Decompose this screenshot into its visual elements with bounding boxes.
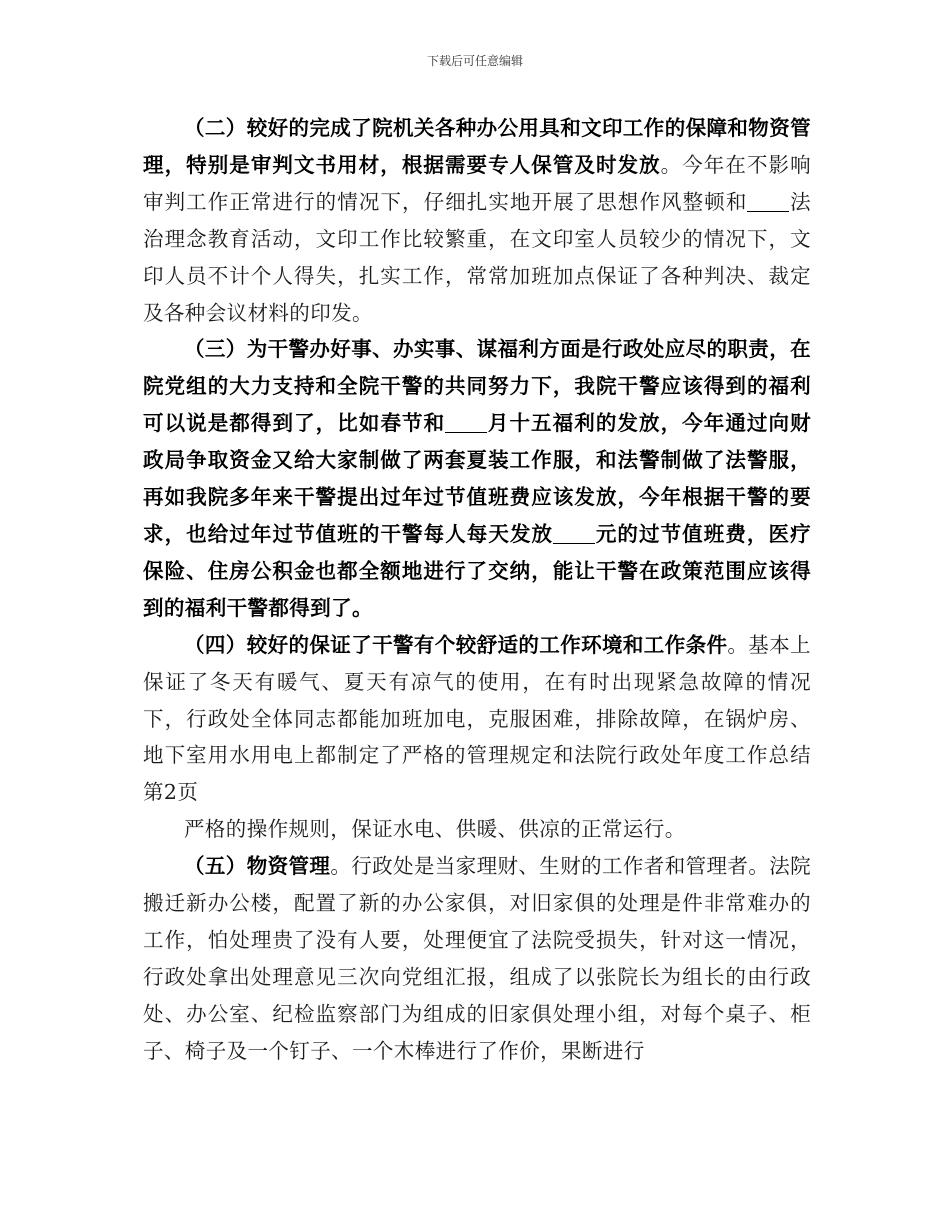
paragraph-2 [143, 110, 811, 331]
paragraph-3-text-a: （三）为干警办好事、办实事、谋福利方面是行政处应尽的职责，在院党组的大力支持和全院干警的共同努力下，我院干警应该得到的福利可以说是都得到了，比如春节和 [143, 337, 811, 436]
paragraph-3-text-b: 月十五福利的发放，今年通过向财政局争取资金又给大家制做了两套夏装工作服，和法警制做了法警服，再如我院多年来干警提出过年过节值班费应该发放，今年根据干警的要求，也给过年过节值班的干警每人每天发放 [143, 411, 811, 546]
paragraph-5 [143, 848, 811, 1069]
paragraph-2-bold: （二）较好的完成了院机关各种办公用具和文印工作的保障和物资管理，特别是审判文书用材，根据需要专人保管及时发放 [143, 116, 811, 177]
paragraph-3-text-c: 元的过节值班费，医疗保险、住房公积金也都全额地进行了交纳，能让干警在政策范围应该得到的福利干警都得到了。 [143, 521, 811, 620]
paragraph-2-text-b: 法治理念教育活动，文印工作比较繁重，在文印室人员较少的情况下，文印人员不计个人得失，扎实工作，常常加班加点保证了各种判决、裁定及各种会议材料的印发。 [143, 189, 811, 325]
paragraph-4-text: 。基本上保证了冬天有暖气、夏天有凉气的使用，在有时出现紧急故障的情况下，行政处全体同志都能加班加电，克服困难，排除故障，在锅炉房、地下室用水用电上都制定了严格的管理规定和法院行政处年度工作总结第2页 [143, 632, 812, 805]
blank-underline [553, 522, 595, 544]
page-header: 下载后可任意编辑 [426, 54, 523, 68]
paragraph-4 [143, 627, 811, 812]
blank-underline [747, 190, 789, 212]
document-body [143, 110, 811, 1070]
blank-underline [445, 412, 487, 434]
paragraph-4-continuation [143, 811, 811, 848]
paragraph-5-bold: （五）物资管理 [184, 854, 331, 879]
paragraph-3 [143, 331, 811, 626]
paragraph-2-text-a: 。今年在不影响审判工作正常进行的情况下，仔细扎实地开展了思想作风整顿和 [143, 152, 811, 214]
paragraph-4-bold: （四）较好的保证了干警有个较舒适的工作环境和工作条件 [184, 632, 728, 657]
paragraph-4b-text: 严格的操作规则，保证水电、供暖、供凉的正常运行。 [184, 817, 686, 842]
paragraph-5-text: 。行政处是当家理财、生财的工作者和管理者。法院搬迁新办公楼，配置了新的办公家俱，对旧家俱的处理是件非常难办的工作，怕处理贵了没有人要，处理便宜了法院受损失，针对这一情况，行政处拿出处理意见三次向党组汇报，组成了以张院长为组长的由行政处、办公室、纪检监察部门为组成的旧家俱处理小组，对每个桌子、柜子、椅子及一个钉子、一个木棒进行了作价，果断进行 [143, 854, 812, 1063]
